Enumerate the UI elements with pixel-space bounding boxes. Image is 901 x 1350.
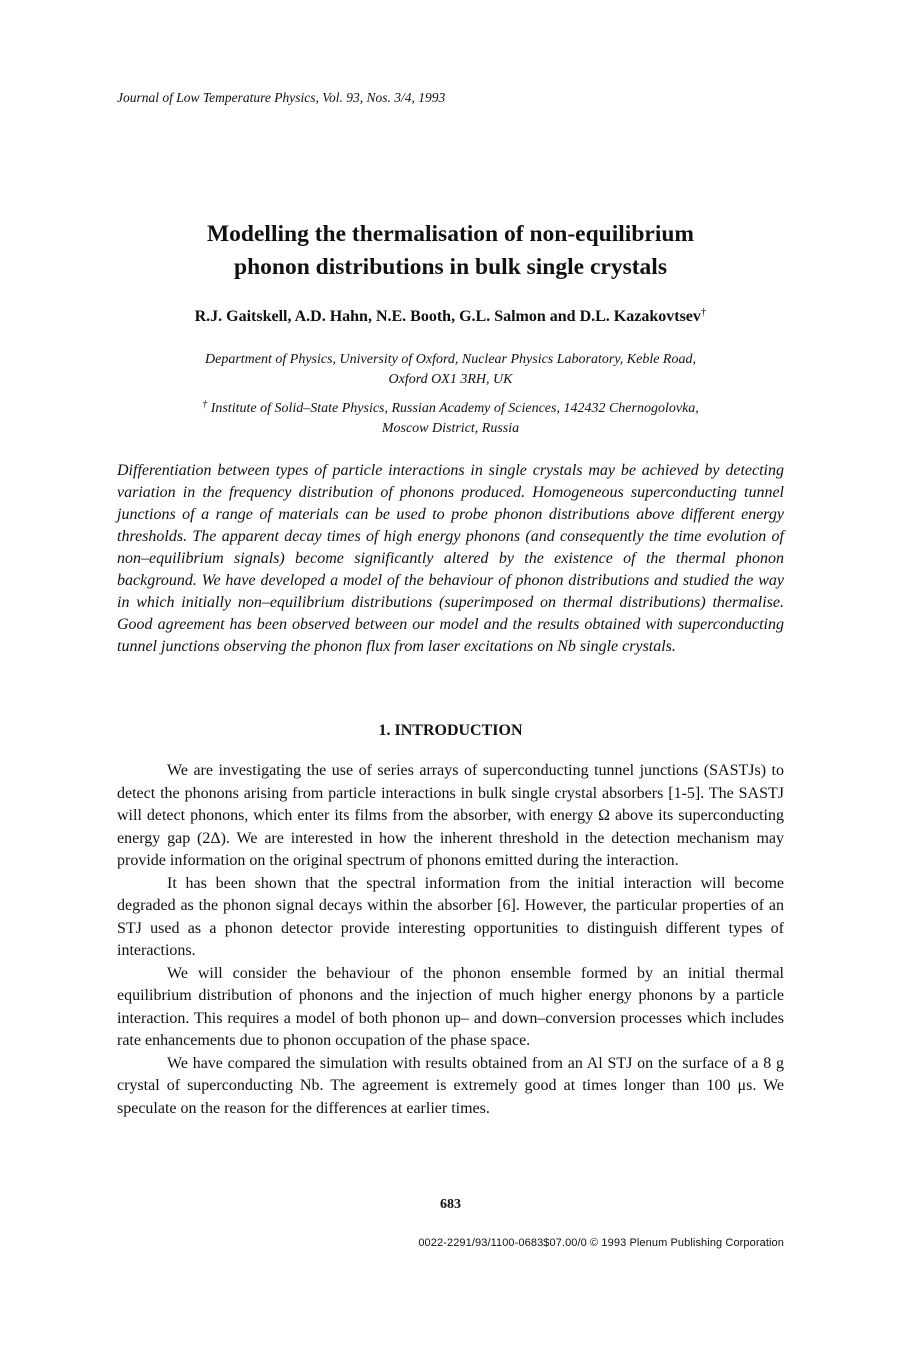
affiliation-line [117, 395, 784, 419]
paragraph: We are investigating the use of series arrays of superconducting tunnel junctions (SASTJs) to detect the phonons arising from particle interactions in bulk single crystal absorbers [1-5]. The SASTJ will detect phonons, which enter its films from the absorber, with energy Ω above its superconducting energy gap (2Δ). We are interested in how the inherent threshold in the detection mechanism may provide information on the original spectrum of phonons emitted during the interaction. [117, 762, 784, 869]
paragraph: We will consider the behaviour of the phonon ensemble formed by an initial thermal equilibrium distribution of phonons and the injection of much higher energy phonons by a particle interaction. This requires a model of both phonon up– and down–conversion processes which includes rate enhancements due to phonon occupation of the phase space. [117, 964, 784, 1049]
title-line-1: Modelling the thermalisation of non-equilibrium [207, 221, 694, 247]
paper-title [117, 218, 784, 284]
affiliation-line: Oxford OX1 3RH, UK [388, 372, 513, 387]
copyright-line: 0022-2291/93/1100-0683$07.00/0 © 1993 Plenum Publishing Corporation [418, 1237, 784, 1249]
affiliation-oxford [117, 350, 784, 390]
affiliation-russia [117, 395, 784, 439]
section-body [117, 760, 784, 1120]
author-list [117, 301, 784, 328]
abstract: Differentiation between types of particle interactions in single crystals may be achieved by detecting variation in the frequency distribution of phonons produced. Homogeneous superconducting tunnel junctions of a range of materials can be used to probe phonon distributions above different energy thresholds. The apparent decay times of high energy phonons (and consequently the time evolution of non–equilibrium signals) become significantly altered by the existence of the thermal phonon background. We have developed a model of the behaviour of phonon distributions and studied the way in which initially non–equilibrium distributions (superimposed on thermal distributions) thermalise. Good agreement has been observed between our model and the results obtained with superconducting tunnel junctions observing the phonon flux from laser excitations on Nb single crystals. [117, 462, 784, 655]
author-names: R.J. Gaitskell, A.D. Hahn, N.E. Booth, G.L. Salmon and D.L. Kazakovtsev [194, 308, 701, 325]
page-number: 683 [440, 1197, 461, 1212]
affiliation-text: Institute of Solid–State Physics, Russian Academy of Sciences, 142432 Chernogolovka, [210, 401, 699, 416]
affiliation-line: Moscow District, Russia [381, 421, 520, 436]
title-line-2: phonon distributions in bulk single crystals [234, 254, 667, 280]
journal-citation: Journal of Low Temperature Physics, Vol. 93, Nos. 3/4, 1993 [117, 90, 446, 105]
paragraph: We have compared the simulation with results obtained from an Al STJ on the surface of a 8 g crystal of superconducting Nb. The agreement is extremely good at times longer than 100 μs. We speculate on the reason for the differences at earlier times. [117, 1054, 784, 1117]
paragraph: It has been shown that the spectral information from the initial interaction will become degraded as the phonon signal decays within the absorber [6]. However, the particular properties of an STJ used as a phonon detector provide interesting opportunities to distinguish different types of interactions. [117, 874, 784, 959]
section-heading: 1. INTRODUCTION [378, 722, 523, 739]
dagger-mark: † [700, 306, 707, 318]
affiliation-line: Department of Physics, University of Oxford, Nuclear Physics Laboratory, Keble Road, [205, 352, 696, 367]
dagger-mark: † [202, 399, 208, 410]
